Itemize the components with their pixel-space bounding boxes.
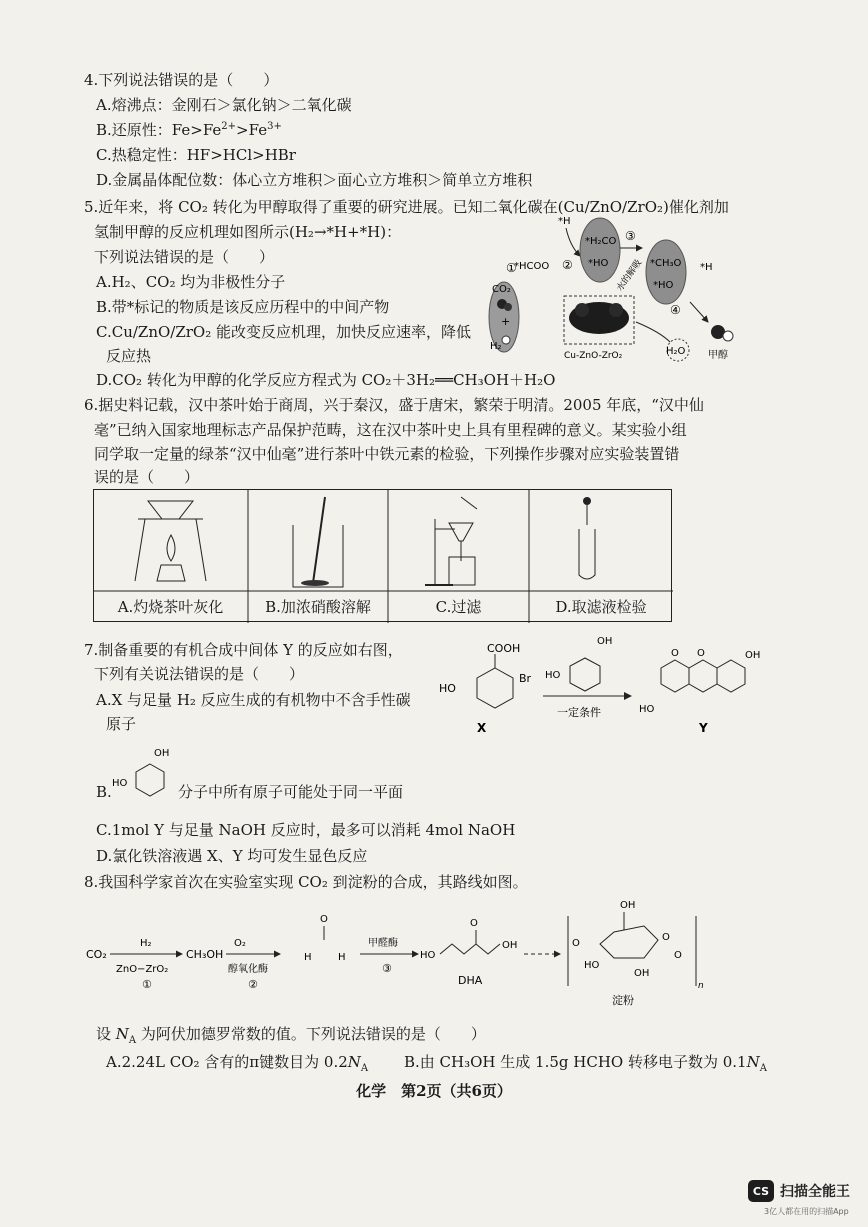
q8-stem: 8.我国科学家首次在实验室实现 CO₂ 到淀粉的合成，其路线如图。 — [84, 873, 528, 891]
starch-oh-bottom: OH — [634, 968, 650, 979]
fig-catalyst: Cu-ZnO-ZrO₂ — [564, 351, 623, 361]
q6-caption-b: B.加浓硝酸溶解 — [265, 598, 371, 616]
y-label: Y — [699, 721, 708, 735]
route-dha-o: O — [470, 918, 478, 929]
q7-option-b-resorcinol — [110, 742, 180, 802]
q7-option-b-text: 分子中所有原子可能处于同一平面 — [178, 783, 404, 801]
q7-line2: 下列有关说法错误的是（ ） — [94, 665, 305, 683]
y-ho: HO — [639, 704, 655, 715]
fig-step3: ③ — [625, 229, 636, 243]
q6-caption-a: A.灼烧茶叶灰化 — [117, 598, 224, 616]
starch-ring — [600, 926, 658, 958]
q6-line4: 误的是（ ） — [94, 468, 200, 486]
fig-co2-label: CO₂ — [492, 284, 511, 295]
fig-h3: *H — [700, 262, 713, 273]
q8-given-rest: 为阿伏加德罗常数的值。下列说法错误的是（ ） — [136, 1025, 486, 1043]
starch-n: n — [698, 981, 704, 991]
q8-given-prefix: 设 — [96, 1025, 116, 1043]
q8-a-na: N — [347, 1053, 361, 1071]
option-b-oh: OH — [154, 748, 170, 759]
y-ring-2 — [689, 660, 717, 692]
q4-b-sup2: 3+ — [267, 121, 282, 132]
q7-option-a-line2: 原子 — [106, 715, 137, 733]
apparatus-a-crucible-burning — [135, 501, 206, 581]
fig-water: H₂O — [666, 346, 686, 357]
fig-hcoo: *HCOO — [514, 261, 550, 272]
q8-synthesis-route — [84, 896, 724, 1016]
route-enzyme2: 甲醛酶 — [368, 938, 398, 949]
scanner-logo: CS — [748, 1180, 774, 1202]
route-ch3oh: CH₃OH — [186, 948, 224, 961]
q8-a-sub: A — [360, 1063, 369, 1074]
apparatus-c-filtration — [425, 497, 477, 585]
ch3o-ellipse — [646, 240, 686, 304]
resorcinol-ring — [570, 658, 600, 691]
fig-water-desorb: 水的解吸 — [615, 258, 645, 294]
q8-a-prefix: A.2.24L CO₂ 含有的π键数目为 0.2 — [106, 1053, 348, 1071]
route-h-right: H — [338, 952, 346, 963]
q8-option-b — [404, 1052, 767, 1072]
starch-o-left: O — [572, 938, 580, 949]
route-co2: CO₂ — [86, 948, 107, 961]
option-b-ring — [136, 764, 164, 796]
q5-option-a: A.H₂、CO₂ 均为非极性分子 — [96, 273, 286, 291]
route-h2: H₂ — [140, 938, 152, 949]
fig-ho2: *HO — [653, 280, 674, 291]
q5-option-c-line1: C.Cu/ZnO/ZrO₂ 能改变反应机理，加快反应速率，降低 — [96, 323, 472, 341]
q8-given — [96, 1024, 486, 1044]
fig-h2co: *H₂CO — [585, 236, 617, 247]
y-ring-3 — [717, 660, 745, 692]
route-enzyme1: 醇氧化酶 — [228, 964, 268, 975]
catalyst-particle — [609, 303, 623, 317]
route-dha-ho: HO — [420, 950, 436, 961]
route-step1: ① — [142, 978, 152, 991]
q5-line1: 5.近年来，将 CO₂ 转化为甲醇取得了重要的研究进展。已知二氧化碳在(Cu/ZnO/ZrO₂)催化剂加 — [84, 198, 729, 216]
scanner-watermark — [748, 1180, 850, 1202]
route-o-formaldehyde: O — [320, 914, 328, 925]
scanner-tagline: 3亿人都在用的扫描App — [764, 1207, 849, 1216]
q7-option-b-label: B. — [96, 783, 112, 801]
page-footer: 化学 第2页（共6页） — [356, 1082, 512, 1100]
reaction-condition: 一定条件 — [557, 706, 601, 719]
q7-option-d: D.氯化铁溶液遇 X、Y 均可发生显色反应 — [96, 847, 368, 865]
y-oh: OH — [745, 650, 761, 661]
fig-h1: *H — [558, 216, 571, 227]
fig-ho1: *HO — [588, 258, 609, 269]
q5-option-b: B.带*标记的物质是该反应历程中的中间产物 — [96, 298, 390, 316]
q8-given-na: N — [115, 1025, 129, 1043]
fig-h2-label: H₂ — [490, 341, 502, 352]
q4-b-prefix: B.还原性：Fe>Fe — [96, 121, 222, 139]
y-o1: O — [671, 648, 679, 659]
q7-option-a-line1: A.X 与足量 H₂ 反应生成的有机物中不含手性碳 — [96, 691, 411, 709]
resorcinol-ho: HO — [545, 670, 561, 681]
fig-ch3o: *CH₃O — [650, 258, 682, 269]
q5-line3: 下列说法错误的是（ ） — [94, 248, 275, 266]
q4-option-c: C.热稳定性：HF>HCl>HBr — [96, 146, 296, 164]
q7-reaction-scheme — [435, 628, 765, 738]
q6-line2: 毫”已纳入国家地理标志产品保护范畴，这在汉中茶叶史上具有里程碑的意义。某实验小组 — [94, 421, 687, 439]
q4-stem: 4.下列说法错误的是（ ） — [84, 71, 279, 89]
fig-plus: + — [501, 315, 511, 328]
route-step3: ③ — [382, 962, 392, 975]
q4-option-d: D.金属晶体配位数：体心立方堆积＞面心立方堆积＞简单立方堆积 — [96, 171, 533, 189]
q8-given-sub: A — [128, 1035, 137, 1046]
x-cooh: COOH — [487, 642, 521, 655]
q5-option-d: D.CO₂ 转化为甲醇的化学反应方程式为 CO₂＋3H₂══CH₃OH＋H₂O — [96, 371, 556, 389]
q6-line1: 6.据史料记载，汉中茶叶始于商周，兴于秦汉，盛于唐宋，繁荣于明清。2005 年底，“汉中仙 — [84, 396, 704, 414]
resorcinol-oh: OH — [597, 636, 613, 647]
q5-line2: 氢制甲醇的反应机理如图所示(H₂→*H+*H)： — [94, 223, 402, 241]
q4-b-mid: >Fe — [236, 121, 268, 139]
route-h-left: H — [304, 952, 312, 963]
scanner-name: 扫描全能王 — [780, 1184, 850, 1200]
h2-molecule — [502, 336, 510, 344]
route-o2: O₂ — [234, 938, 246, 949]
q7-option-c: C.1mol Y 与足量 NaOH 反应时，最多可以消耗 4mol NaOH — [96, 821, 516, 839]
q7-line1: 7.制备重要的有机合成中间体 Y 的反应如右图， — [84, 641, 403, 659]
fig-step1: ① — [506, 261, 517, 275]
co2-atom — [504, 303, 512, 311]
arrow-h-in — [566, 228, 580, 256]
q5-mechanism-figure — [480, 212, 760, 372]
route-dha-label: DHA — [458, 974, 483, 987]
catalyst-particle — [575, 303, 589, 317]
route-catalyst: ZnO−ZrO₂ — [116, 964, 169, 975]
methanol-atom — [723, 331, 733, 341]
route-dha-oh: OH — [502, 940, 518, 951]
starch-label: 淀粉 — [612, 994, 634, 1007]
x-br: Br — [519, 672, 532, 685]
q8-option-a — [106, 1052, 368, 1072]
q6-line3: 同学取一定量的绿茶“汉中仙毫”进行茶叶中铁元素的检验，下列操作步骤对应实验装置错 — [94, 445, 680, 463]
fig-step4: ④ — [670, 303, 681, 317]
arrow-step4 — [690, 302, 708, 322]
fig-methanol: 甲醇 — [708, 350, 728, 361]
q6-caption-c: C.过滤 — [435, 598, 482, 616]
q8-b-prefix: B.由 CH₃OH 生成 1.5g HCHO 转移电子数为 0.1 — [404, 1053, 747, 1071]
y-ring-1 — [661, 660, 689, 692]
apparatus-d-test-tube — [579, 497, 595, 579]
q4-option-a: A.熔沸点：金刚石＞氯化钠＞二氧化碳 — [96, 96, 352, 114]
x-label: X — [477, 721, 487, 735]
starch-o-link: O — [674, 950, 682, 961]
starch-ho: HO — [584, 960, 600, 971]
fig-step2: ② — [562, 258, 573, 272]
arrow-to-water — [636, 322, 670, 342]
q8-b-sub: A — [759, 1063, 767, 1074]
option-b-ho: HO — [112, 778, 128, 789]
route-step2: ② — [248, 978, 258, 991]
q4-option-b — [96, 120, 282, 140]
q6-caption-d: D.取滤液检验 — [555, 598, 647, 616]
x-benzene-ring — [477, 668, 513, 708]
apparatus-b-beaker-rod — [293, 497, 343, 587]
q8-b-na: N — [746, 1053, 760, 1071]
starch-oh-top: OH — [620, 900, 636, 911]
q4-b-sup1: 2+ — [221, 121, 237, 132]
q5-option-c-line2: 反应热 — [106, 347, 152, 365]
x-ho: HO — [439, 682, 456, 695]
dha-chain — [440, 944, 500, 954]
h2co-ellipse — [580, 218, 620, 282]
y-o2: O — [697, 648, 705, 659]
starch-o-ring: O — [662, 932, 670, 943]
